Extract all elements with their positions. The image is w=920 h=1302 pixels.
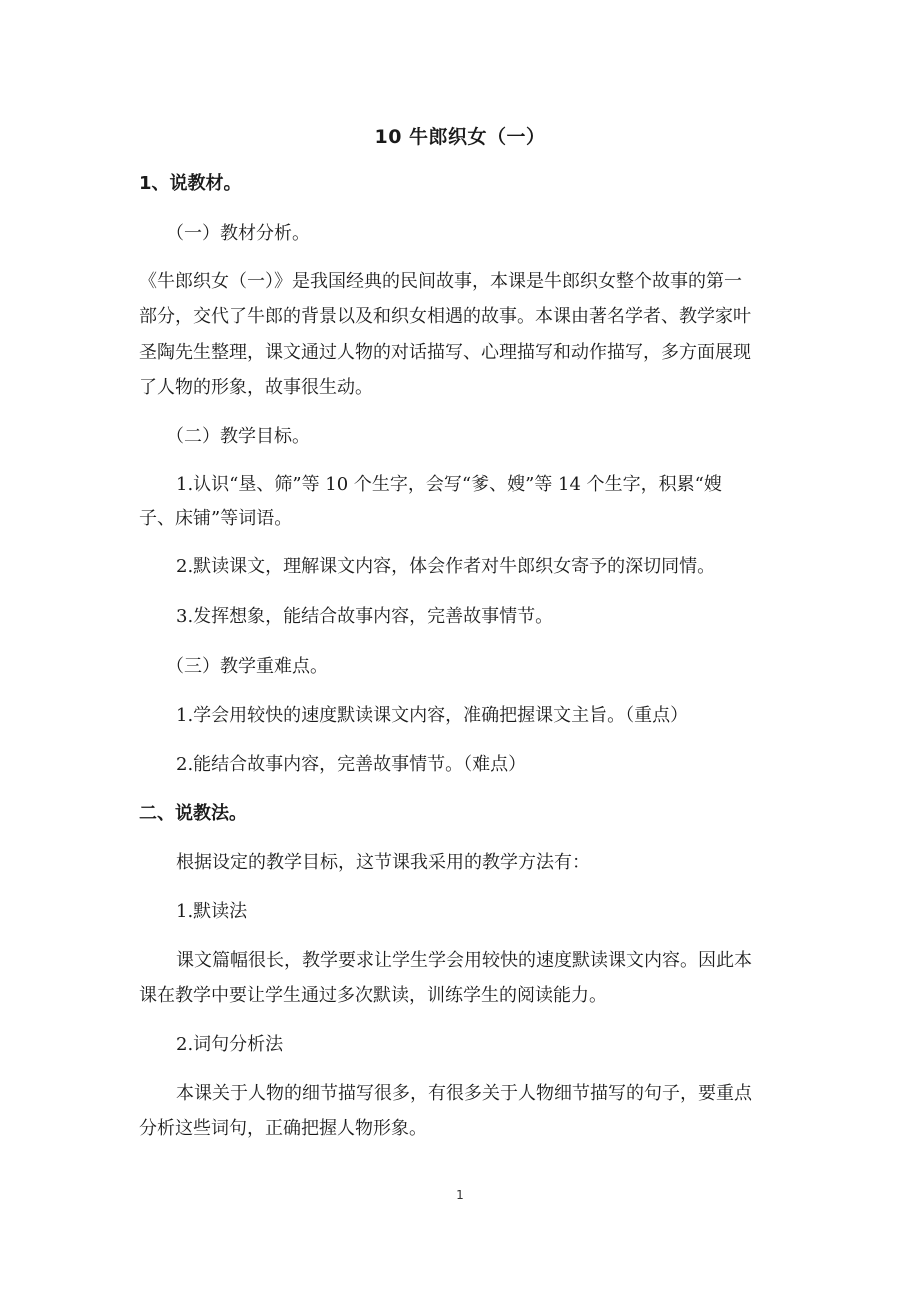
method-1-title: 1.默读法 (176, 901, 248, 922)
subheading-analysis: （一）教材分析。 (166, 223, 310, 244)
paragraph-line: 《牛郎织女（一）》是我国经典的民间故事，本课是牛郎织女整个故事的第一 (139, 271, 742, 292)
subheading-goals: （二）教学目标。 (166, 426, 310, 447)
section-heading-2: 二、说教法。 (139, 803, 247, 824)
paragraph-line: 部分，交代了牛郎的背景以及和织女相遇的故事。本课由著名学者、教学家叶 (139, 306, 751, 327)
goal-item-1-cont: 子、床铺”等词语。 (139, 508, 293, 529)
method-2-text: 本课关于人物的细节描写很多，有很多关于人物细节描写的句子，要重点 (176, 1083, 752, 1104)
page-number: 1 (456, 1188, 464, 1202)
method-2-text-cont: 分析这些词句，正确把握人物形象。 (139, 1118, 427, 1139)
method-1-text: 课文篇幅很长，教学要求让学生学会用较快的速度默读课文内容。因此本 (176, 950, 752, 971)
methods-intro: 根据设定的教学目标，这节课我采用的教学方法有： (176, 852, 590, 873)
goal-item-1: 1.认识“垦、筛”等 10 个生字，会写“爹、嫂”等 14 个生字，积累“嫂 (176, 474, 722, 495)
key-point-1: 1.学会用较快的速度默读课文内容，准确把握课文主旨。（重点） (176, 705, 689, 726)
goal-item-2: 2.默读课文，理解课文内容，体会作者对牛郎织女寄予的深切同情。 (176, 556, 716, 577)
document-title: 10 牛郎织女（一） (374, 126, 546, 148)
paragraph-line: 了人物的形象，故事很生动。 (139, 377, 373, 398)
method-1-text-cont: 课在教学中要让学生通过多次默读，训练学生的阅读能力。 (139, 985, 607, 1006)
goal-item-3: 3.发挥想象，能结合故事内容，完善故事情节。 (176, 606, 554, 627)
method-2-title: 2.词句分析法 (176, 1034, 284, 1055)
paragraph-line: 圣陶先生整理，课文通过人物的对话描写、心理描写和动作描写，多方面展现 (139, 342, 751, 363)
section-heading-1: 1、说教材。 (139, 173, 242, 194)
key-point-2: 2.能结合故事内容，完善故事情节。（难点） (176, 754, 527, 775)
subheading-key-points: （三）教学重难点。 (166, 656, 328, 677)
